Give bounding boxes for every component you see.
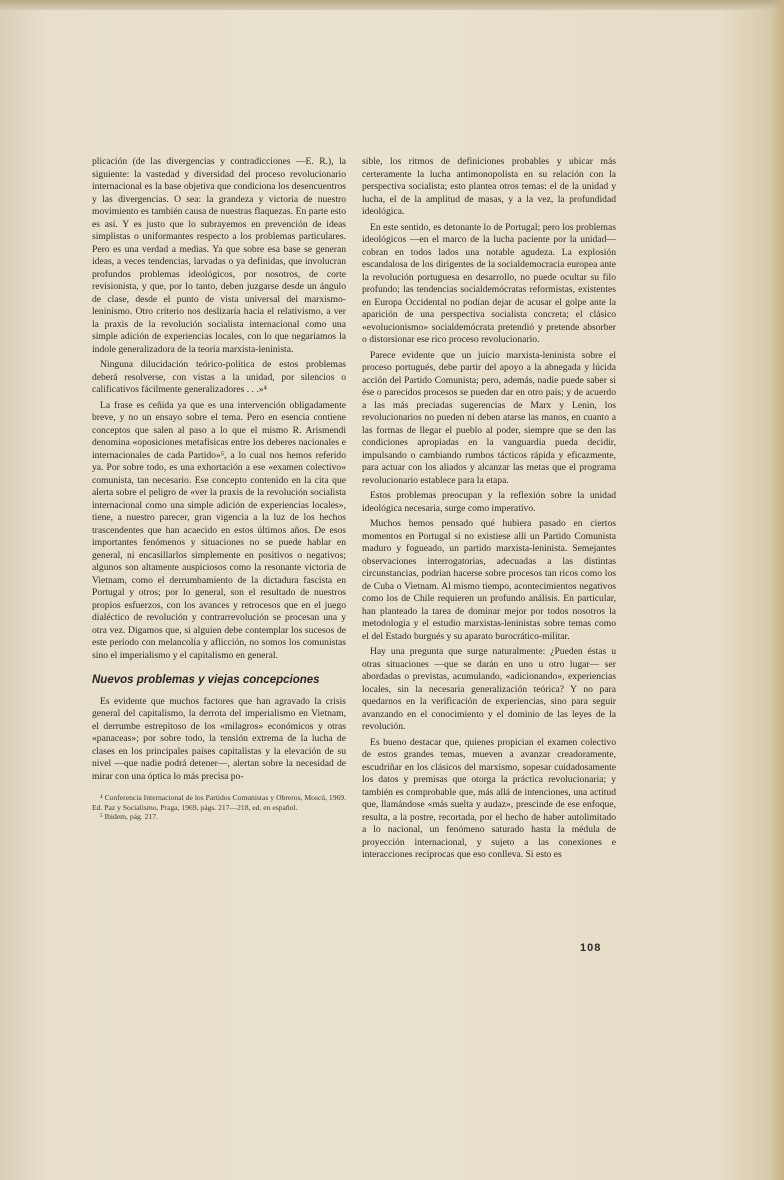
page-number: 108: [580, 942, 602, 954]
body-paragraph: Es evidente que muchos factores que han agravado la crisis general del capitalismo, la derrota del imperialismo en Vietnam, el derrumbe estrepitoso de los «milagros» económicos y otras «panaceas»; por sobre todo, la tensión extrema de la lucha de clases en los principales países capitalistas y la elevación de su nivel —que nadie podrá detener—, alertan sobre la necesidad de mirar con una óptica lo más precisa po-: [92, 695, 346, 782]
right-column: [362, 156, 616, 862]
page-top-edge: [0, 0, 784, 10]
section-heading: Nuevos problemas y viejas concepciones: [92, 674, 320, 686]
footnotes: [92, 793, 346, 822]
page-right-edge-shadow: [770, 0, 784, 1180]
body-paragraph: Hay una pregunta que surge naturalmente: ¿Pueden éstas u otras situaciones —que se darán en uno u otro lugar— ser abordadas o previstas, acumulando, «adicionando», experiencias locales, sin la necesaria generalización teórica? Y no para quedarnos en la verificación de experiencias, sino para seguir avanzando en el conocimiento y el dominio de las leyes de la revolución.: [362, 646, 616, 732]
body-paragraph: plicación (de las divergencias y contradicciones —E. R.), la siguiente: la vastedad y diversidad del proceso revolucionario internacional es la base objetiva que condiciona los desencuentros y las divergencias. O sea: la grandeza y victoria de nuestro movimiento es también causa de nuestras flaquezas. En parte esto es así. Y es justo que lo subrayemos en prevención de ideas simplistas o uniformantes respecto a los problemas particulares. Pero es una verdad a medias. Ya que sobre esa base se generan ideas, a veces tendencias, larvadas o ya definidas, que involucran profundos problemas ideológicos, por nosotros, de corte revisionista, y que, por lo tanto, deben juzgarse desde un ángulo de clase, desde el punto de vista universal del marxismo-leninismo. Otro criterio nos deslizaría hacia el relativismo, a ver la praxis de la revolución socialista internacional como una simple adición de experiencias locales, con lo que negaríamos la índole generalizadora de la teoría marxista-leninista.: [92, 156, 346, 355]
body-paragraph: Es bueno destacar que, quienes propician el examen colectivo de estos grandes temas, mueven a avanzar creadoramente, escudriñar en los clásicos del marxismo, sopesar cuidadosamente los datos y premisas que otorga la práctica revolucionaria; y también es comprobable que, más allá de intenciones, una actitud que, llamándose «más suelta y audaz», prescinde de ese enfoque, resulta, a la postre, recortada, por el hecho de haber autolimitado a lo nacional, un fenómeno saturado hasta la médula de proyección internacional, y sujeto a las conexiones e interacciones recíprocas que eso conlleva. Si esto es: [362, 736, 616, 860]
body-paragraph: sible, los ritmos de definiciones probables y ubicar más certeramente la lucha antimonopolista en su relación con la perspectiva socialista; esto plantea otros temas: el de la unidad y lucha, el de la amplitud de masas, y a la vez, la profundidad ideológica.: [362, 156, 616, 217]
body-paragraph: Parece evidente que un juicio marxista-leninista sobre el proceso portugués, debe partir del apoyo a la abnegada y lúcida acción del Partido Comunista; pero, además, nadie puede saber si ése o parecidos procesos se pueden dar en otro país; y de acuerdo a las más preciadas sugerencias de Marx y Lenin, los revolucionarios no pueden ni deben atarse las manos, en cuanto a las formas de llegar el pueblo al poder, siempre que se den las condiciones apropiadas en la vanguardia pueda decidir, impulsando o cambiando rumbos tácticos rápida y eficazmente, para actuar con los aliados y alcanzar las metas que el programa revolucionario establece para la etapa.: [362, 349, 616, 486]
body-paragraph: Muchos hemos pensado qué hubiera pasado en ciertos momentos en Portugal si no existiese allí un Partido Comunista maduro y fogueado, un partido marxista-leninista. Semejantes observaciones interrogatorias, adecuadas a las distintas circunstancias, podrían hacerse sobre procesos tan ricos como los de Cuba o Vietnam. Al mismo tiempo, acontecimientos negativos como los de Chile requieren un profundo análisis. En particular, han planteado la tarea de dominar mejor por todos nosotros la metodología y el estudio marxistas-leninistas sobre temas como el del Estado burgués y su aparato burocrático-militar.: [362, 518, 616, 642]
body-paragraph: Ninguna dilucidación teórico-política de estos problemas deberá resolverse, con vistas a la unidad, por silencios o calificativos fácilmente generalizadores . . .»⁴: [92, 359, 346, 395]
body-paragraph: En este sentido, es detonante lo de Portugal; pero los problemas ideológicos —en el marco de la lucha paciente por la unidad— cobran en todos lados una notable agudeza. La explosión escandalosa de los dirigentes de la socialdemocracia europea ante la revolución portuguesa en desarrollo, no puede ocultar su filo profundo; las tendencias socialdemócratas reformistas, existentes en Europa Occidental no podían dejar de acusar el golpe ante la aparición de una perspectiva socialista concreta; el clásico «evolucionismo» socialdemócrata pretendió y pretende absorber o distorsionar ese rico proceso revolucionario.: [362, 221, 616, 345]
body-paragraph: La frase es ceñida ya que es una intervención obligadamente breve, y no un ensayo sobre el tema. Pero en esencia contiene conceptos que salen al paso a lo que el mismo R. Arismendi denomina «oposiciones metafísicas entre los deberes nacionales e internacionales de cada Partido»⁵, a lo cual nos hemos referido ya. Por sobre todo, es una exhortación a ese «examen colectivo» comunista, tan necesario. Ese concepto contenido en la cita que alerta sobre el peligro de «ver la praxis de la revolución socialista internacional como una simple adición de experiencias locales», tiene, a nuestro parecer, gran vigencia a la luz de los hechos trascendentes que han acaecido en estos últimos años. De esos importantes fenómenos y situaciones no se puede hablar en general, ni encasillarlos simplemente en positivos o negativos; algunos son altamente auspiciosos como la resonante victoria de Vietnam, como el derrumbamiento de la dictadura fascista en Portugal y otros; por lo general, son el resultado de nuestros propios esfuerzos, con los avances y retrocesos que en el juego dialéctico de revolución y contrarrevolución se procesan una y otra vez. Digamos que, si alguien debe contemplar los sucesos de este período con melancolía y aflicción, no somos los comunistas sino el imperialismo y el capitalismo en general.: [92, 399, 346, 661]
body-paragraph: Estos problemas preocupan y la reflexión sobre la unidad ideológica necesaria, surge como imperativo.: [362, 490, 616, 514]
left-column: [92, 156, 346, 822]
footnote: ⁴ Conferencia Internacional de los Partidos Comunistas y Obreros, Moscú, 1969. Ed. Paz y Socialismo, Praga, 1969, págs. 217—218, ed. en español.: [92, 793, 346, 812]
footnote: ⁵ Ibidem, pág. 217.: [100, 812, 158, 822]
